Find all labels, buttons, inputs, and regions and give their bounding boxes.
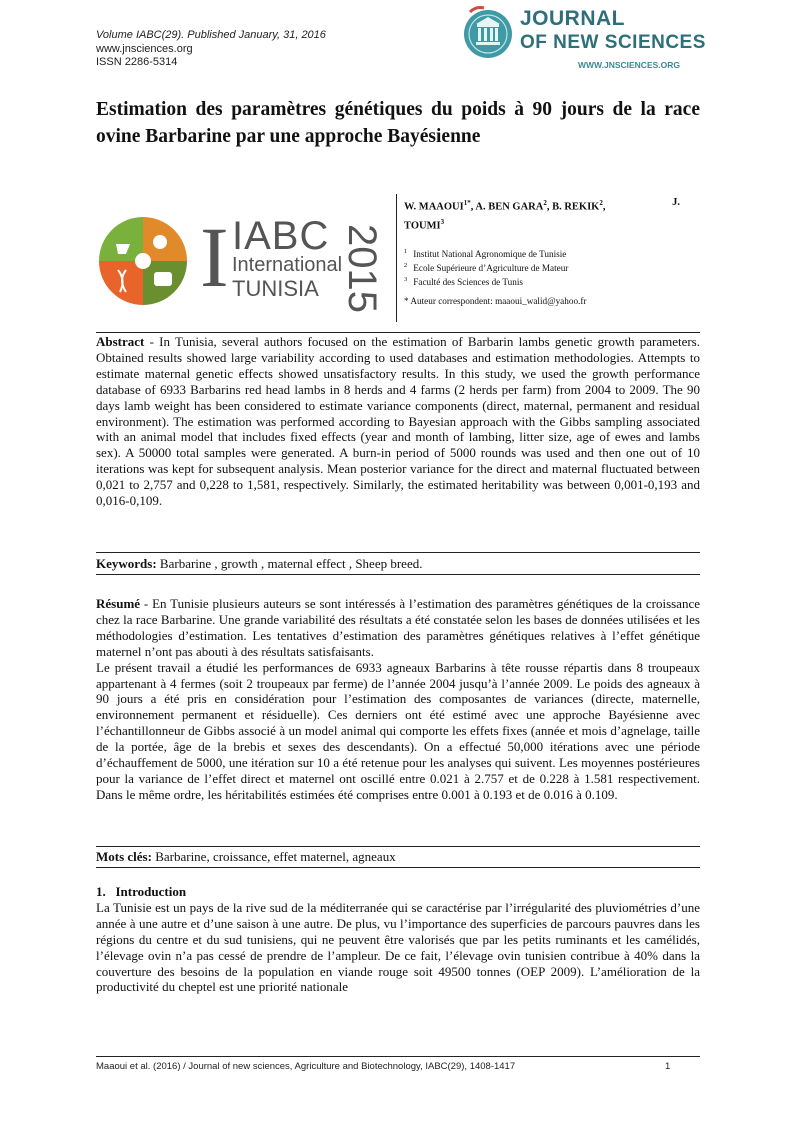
iabc-big-i: I (200, 209, 229, 305)
keywords (96, 556, 700, 572)
footer-citation: Maaoui et al. (2016) / Journal of new sciences, Agriculture and Biotechnology, IABC(29), 1408-1417 (96, 1061, 516, 1072)
author-3: , B. REKIK (546, 201, 600, 213)
abstract-rule-top (96, 332, 700, 333)
author-3-sup: 2 (599, 199, 603, 207)
abstract-rule-bottom (96, 552, 700, 553)
author-1-sup: 1* (463, 199, 471, 207)
journal-logo-line1: JOURNAL (520, 7, 626, 30)
iabc-international: International (232, 254, 343, 276)
mots-cles-rule (96, 867, 700, 868)
corresponding-author: * Auteur correspondent: maaoui_walid@yahoo.fr (404, 296, 587, 306)
mots-cles-text: Barbarine, croissance, effet maternel, agneaux (151, 849, 396, 864)
author-4-initial: J. (672, 197, 680, 208)
author-divider (396, 194, 397, 322)
resume-text-1: - En Tunisie plusieurs auteurs se sont intéressés à l’estimation des paramètres génétiques de la croissance chez la race Barbarine. Une grande variabilité des résultats a été constatée selon les bases de données utilisées et les méthodologies d’estimation. Les tentatives d’estimation des paramètres génétiques relatives à l’effet génétique maternel n’ont pas abouti à des résultats satisfaisants. (96, 596, 700, 659)
resume-label: Résumé (96, 596, 141, 611)
author-1: W. MAAOUI (404, 201, 464, 213)
resume (96, 596, 700, 803)
journal-logo-line2: OF NEW SCIENCES (520, 32, 706, 53)
iabc-emblem-icon (96, 214, 190, 308)
keywords-rule (96, 574, 700, 575)
abstract-label: Abstract (96, 334, 145, 349)
resume-rule-bottom (96, 846, 700, 847)
keywords-label: Keywords: (96, 556, 157, 571)
affiliation-num: 1 (404, 248, 408, 255)
resume-paragraph-2: Le présent travail a étudié les performances de 6933 agneaux Barbarins à tête rousse répartis dans 8 troupeaux appartenant à 4 fermes (soit 2 troupeaux par ferme) de l’année 2004 jusqu’à l’année 2009. Le poids des agneaux à 90 jours a été pris en considération pour l’estimation des composantes de variances (directe, maternelle, environnement permanent et résiduelle). Ces derniers ont été estimé avec une approche Bayésienne avec l’échantillonneur de Gibbs associé à un model animal qui comporte les effets fixes (année et mois d’agnelage, taille de la portée, âge de la brebis et sexes des descendants). On a effectué 50,000 itérations avec une période d’échauffement de 5000, une itération sur 10 a été retenue pour les analyses qui suivent. Les moyennes postérieures pour la variance de l’effet direct et maternel ont oscillé entre 0.021 à 2.757 et de 0.228 à 1.581 respectivement. Dans le même ordre, les héritabilités estimées été comprises entre 0.001 à 0.193 et de 0.016 à 0.109. (96, 659, 700, 802)
footer-rule (96, 1056, 700, 1057)
affiliation-list (404, 246, 694, 288)
affiliation-text: Faculté des Sciences de Tunis (413, 277, 523, 288)
author-2-sup: 2 (543, 199, 547, 207)
affiliation-text: Institut National Agronomique de Tunisie (413, 249, 567, 260)
introduction-heading: 1. Introduction (96, 884, 187, 899)
author-4: TOUMI (404, 220, 441, 231)
abstract-text: - In Tunisia, several authors focused on the estimation of Barbarin lambs genetic growth parameters. Obtained results showed large variability according to used databases and estimation methodologies. Attempts to estimate maternal genetic effects showed unsatisfactory results. In this study, we used the growth performance database of 6933 Barbarins red head lambs in 8 herds and 4 farms (2 herds per farm) from 2004 to 2009. The 90 days lamb weight has been considered to estimate variance components (direct, maternal, permanent and residual environment). The estimation was performed according to Bayesian approach with the Gibbs sampling associated with an animal model that includes fixed effects (year and month of lambing, litter size, age of ewes and lambs sex). A 50000 total samples were generated. A burn-in period of 5000 rounds was used and then one out of 10 iterations was kept for subsequent analysis. Mean posterior variance for the direct and maternal fluctuated between 0,021 to 2,757 and 0,228 to 1,581, respectively. Similarly, the estimated heritability was between 0,001-0,193 and 0,016-0,109. (96, 334, 700, 509)
abstract (96, 334, 700, 509)
issn: ISSN 2286-5314 (96, 56, 178, 68)
affiliation-num: 2 (404, 262, 408, 270)
affiliation-text: Ecole Supérieure d’Agriculture de Mateur (413, 263, 569, 274)
journal-logo-url: WWW.JNSCIENCES.ORG (578, 60, 681, 70)
affiliation-item (404, 260, 694, 274)
author-2: , A. BEN GARA (470, 201, 544, 213)
iabc-country: TUNISIA (232, 276, 319, 301)
journal-seal-icon (462, 4, 516, 62)
paper-title: Estimation des paramètres génétiques du poids à 90 jours de la race ovine Barbarine par une approche Bayésienne (96, 99, 700, 147)
journal-header (96, 29, 326, 70)
affiliation-item (404, 274, 694, 288)
volume-line: Volume IABC(29). Published January, 31, 2016 (96, 29, 326, 41)
introduction-text: La Tunisie est un pays de la rive sud de la méditerranée qui se caractérise par l’irrégularité des pluviométries d’une année à une autre et d’une saison à une autre. De plus, vu l’importance des superficies de parcours pauvres dans les régions du centre et du sud tunisiens, qui ne peuvent être valorisés que par les petits ruminants et les camélidés, l’élevage ovin n’a pas cessé de prendre de l’ampleur. De ce fait, l’élevage ovin tunisien contribue à 40% dans la couverture des besoins de la population en viande rouge soit 49500 tonnes (OEP 2009). L’amélioration de la productivité du cheptel est une priorité nationale (96, 899, 700, 995)
iabc-emblem (96, 214, 190, 308)
iabc-year: 2015 (340, 224, 384, 313)
resume-paragraph-1 (96, 596, 700, 660)
introduction (96, 884, 700, 995)
keywords-text: Barbarine , growth , maternal effect , Sheep breed. (156, 556, 423, 571)
author-sep: , (602, 201, 606, 213)
affiliation-num: 3 (404, 276, 408, 284)
mots-cles-label: Mots clés: (96, 849, 152, 864)
author-4-sup: 3 (440, 217, 445, 226)
iabc-letters: IABC (232, 214, 330, 258)
journal-website: www.jnsciences.org (96, 42, 193, 55)
author-list (404, 196, 694, 233)
affiliation-item (404, 246, 694, 260)
page-number: 1 (665, 1061, 671, 1072)
mots-cles (96, 849, 700, 865)
journal-logo (458, 2, 708, 74)
